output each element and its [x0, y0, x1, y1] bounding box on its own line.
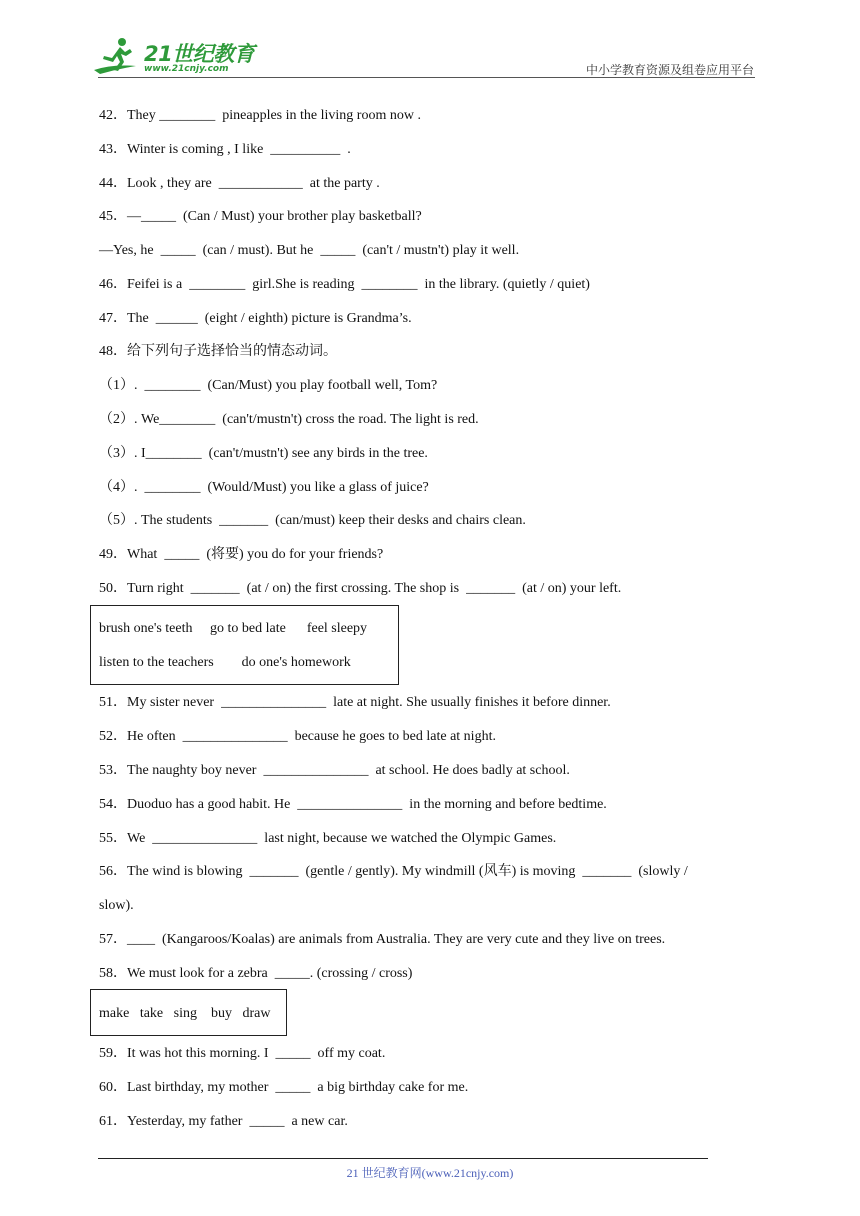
word-bank-row: make take sing buy draw: [99, 1006, 271, 1021]
runner-icon: [92, 36, 144, 78]
word-bank-row-2: listen to the teachers do one's homework: [99, 655, 351, 670]
question-56-cont: slow).: [99, 898, 134, 913]
question-47: 47．The ______ (eight / eighth) picture is Grandma’s.: [99, 311, 412, 326]
question-49: 49．What _____ (将要) you do for your friends?: [99, 547, 384, 562]
word-bank-box-2: [90, 989, 287, 1036]
question-45-answer: —Yes, he _____ (can / must). But he _____ (can't / mustn't) play it well.: [99, 243, 520, 258]
question-45: 45．—_____ (Can / Must) your brother play basketball?: [99, 209, 422, 224]
logo-text: 21世纪教育: [144, 42, 255, 66]
footer-text: 21 世纪教育网(www.21cnjy.com): [346, 1166, 514, 1180]
header-divider: [98, 77, 755, 78]
question-48-3: （3）. I________ (can't/mustn't) see any birds in the tree.: [99, 446, 428, 461]
question-43: 43．Winter is coming , I like __________ .: [99, 142, 351, 157]
page-header: [0, 0, 860, 80]
word-bank-box-1: [90, 605, 399, 685]
question-58: 58．We must look for a zebra _____. (crossing / cross): [99, 966, 413, 981]
question-48-4: （4）. ________ (Would/Must) you like a glass of juice?: [99, 480, 429, 495]
question-56: 56．The wind is blowing _______ (gentle / gently). My windmill (风车) is moving _______ (slowly /: [99, 864, 688, 879]
question-51: 51．My sister never _______________ late at night. She usually finishes it before dinner.: [99, 695, 611, 710]
logo-url: www.21cnjy.com: [144, 64, 229, 74]
question-55: 55．We _______________ last night, because we watched the Olympic Games.: [99, 831, 557, 846]
question-61: 61．Yesterday, my father _____ a new car.: [99, 1114, 348, 1129]
question-46: 46．Feifei is a ________ girl.She is reading ________ in the library. (quietly / quiet): [99, 277, 590, 292]
question-59: 59．It was hot this morning. I _____ off my coat.: [99, 1046, 386, 1061]
header-tagline: 中小学教育资源及组卷应用平台: [585, 63, 754, 77]
question-57: 57．____ (Kangaroos/Koalas) are animals from Australia. They are very cute and they live on trees.: [99, 932, 666, 947]
question-48-1: （1）. ________ (Can/Must) you play football well, Tom?: [99, 378, 438, 393]
question-60: 60．Last birthday, my mother _____ a big birthday cake for me.: [99, 1080, 469, 1095]
question-48-5: （5）. The students _______ (can/must) keep their desks and chairs clean.: [99, 513, 526, 528]
question-50: 50．Turn right _______ (at / on) the first crossing. The shop is _______ (at / on) your left.: [99, 581, 622, 596]
site-logo: [92, 36, 262, 78]
footer-divider: [98, 1158, 708, 1159]
question-52: 52．He often _______________ because he goes to bed late at night.: [99, 729, 496, 744]
question-44: 44．Look , they are ____________ at the party .: [99, 176, 380, 191]
question-48-2: （2）. We________ (can't/mustn't) cross the road. The light is red.: [99, 412, 479, 427]
question-53: 53．The naughty boy never _______________ at school. He does badly at school.: [99, 763, 570, 778]
question-48: 48．给下列句子选择恰当的情态动词。: [99, 344, 337, 359]
word-bank-row-1: brush one's teeth go to bed late feel sleepy: [99, 621, 368, 636]
question-54: 54．Duoduo has a good habit. He _______________ in the morning and before bedtime.: [99, 797, 607, 812]
question-42: 42．They ________ pineapples in the living room now .: [99, 108, 421, 123]
